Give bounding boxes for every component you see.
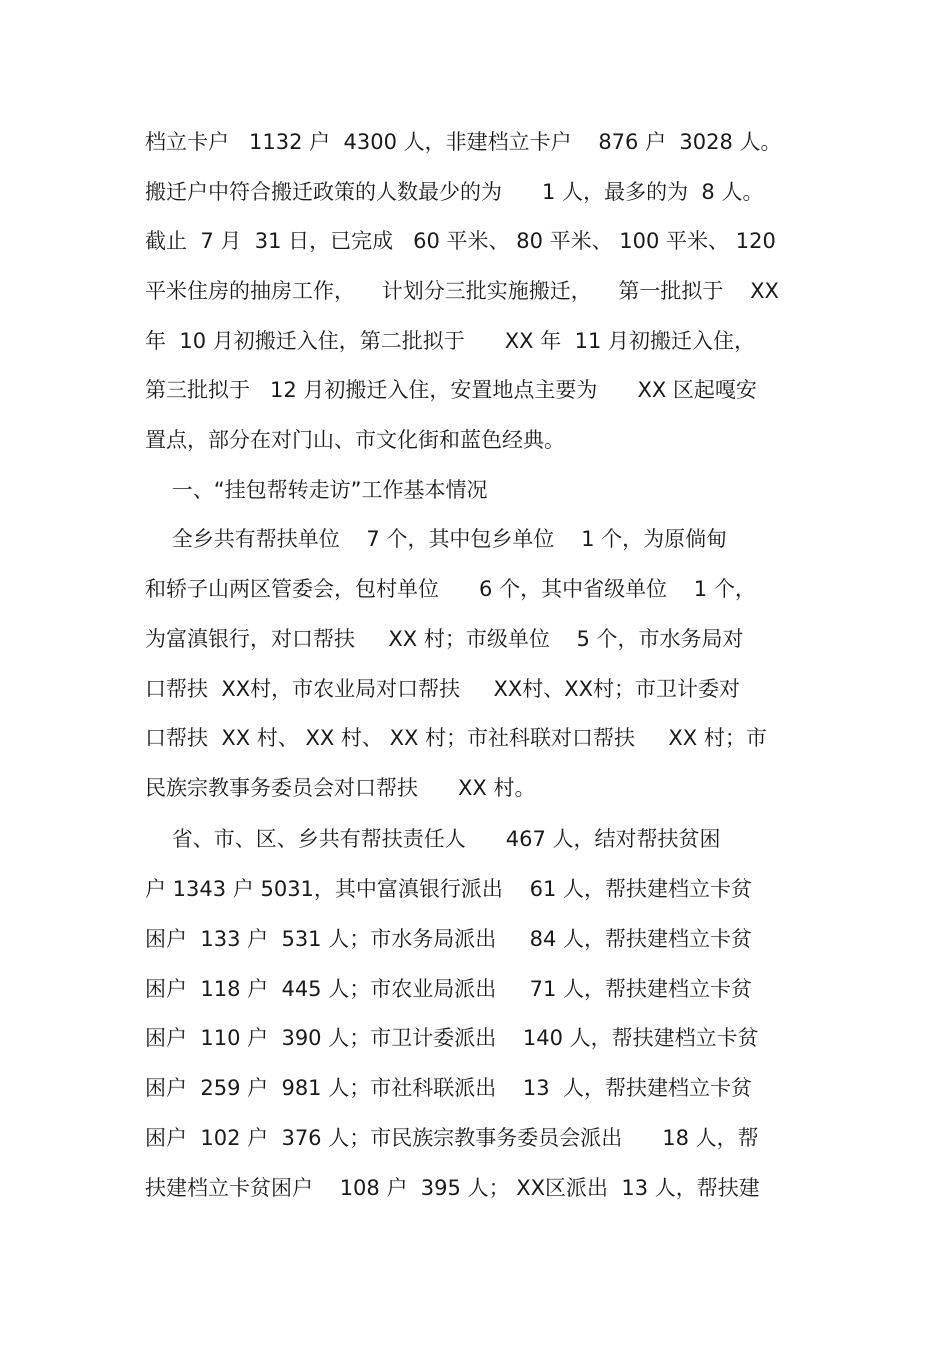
text-line-7: 置点，部分在对门山、市文化街和蓝色经典。 bbox=[145, 428, 565, 452]
text-line-6: 第三批拟于 12 月初搬迁入住，安置地点主要为 XX 区起嘎安 bbox=[145, 378, 757, 402]
section-heading: 一、“挂包帮转走访”工作基本情况 bbox=[145, 478, 488, 502]
text-line-3: 截止 7 月 31 日，已完成 60 平米、 80 平米、 100 平米、 120 bbox=[145, 229, 776, 253]
text-line-14: 民族宗教事务委员会对口帮扶 XX 村。 bbox=[145, 776, 536, 800]
text-line-2: 搬迁户中符合搬迁政策的人数最少的为 1 人，最多的为 8 人。 bbox=[145, 180, 764, 204]
text-line-11: 为富滇银行，对口帮扶 XX 村；市级单位 5 个，市水务局对 bbox=[145, 627, 744, 651]
text-line-19: 困户 110 户 390 人；市卫计委派出 140 人，帮扶建档立卡贫 bbox=[145, 1026, 759, 1050]
text-line-1: 档立卡户 1132 户 4300 人，非建档立卡户 876 户 3028 人。 bbox=[145, 130, 782, 154]
text-line-22: 扶建档立卡贫困户 108 户 395 人； XX区派出 13 人，帮扶建 bbox=[145, 1176, 760, 1200]
text-line-20: 困户 259 户 981 人；市社科联派出 13 人，帮扶建档立卡贫 bbox=[145, 1076, 752, 1100]
text-line-4: 平米住房的抽房工作， 计划分三批实施搬迁， 第一批拟于 XX bbox=[145, 279, 779, 303]
text-line-15: 省、市、区、乡共有帮扶责任人 467 人，结对帮扶贫困 bbox=[145, 827, 721, 851]
text-line-17: 困户 133 户 531 人；市水务局派出 84 人，帮扶建档立卡贫 bbox=[145, 927, 752, 951]
text-line-13: 口帮扶 XX 村、 XX 村、 XX 村；市社科联对口帮扶 XX 村；市 bbox=[145, 726, 767, 750]
text-line-16: 户 1343 户 5031，其中富滇银行派出 61 人，帮扶建档立卡贫 bbox=[145, 877, 753, 901]
text-line-12: 口帮扶 XX村，市农业局对口帮扶 XX村、XX村；市卫计委对 bbox=[145, 677, 741, 701]
text-line-5: 年 10 月初搬迁入住，第二批拟于 XX 年 11 月初搬迁入住， bbox=[145, 329, 755, 353]
text-line-21: 困户 102 户 376 人；市民族宗教事务委员会派出 18 人，帮 bbox=[145, 1126, 759, 1150]
text-line-9: 全乡共有帮扶单位 7 个，其中包乡单位 1 个，为原倘甸 bbox=[145, 527, 728, 551]
text-line-10: 和轿子山两区管委会，包村单位 6 个，其中省级单位 1 个， bbox=[145, 577, 756, 601]
text-line-18: 困户 118 户 445 人；市农业局派出 71 人，帮扶建档立卡贫 bbox=[145, 977, 752, 1001]
